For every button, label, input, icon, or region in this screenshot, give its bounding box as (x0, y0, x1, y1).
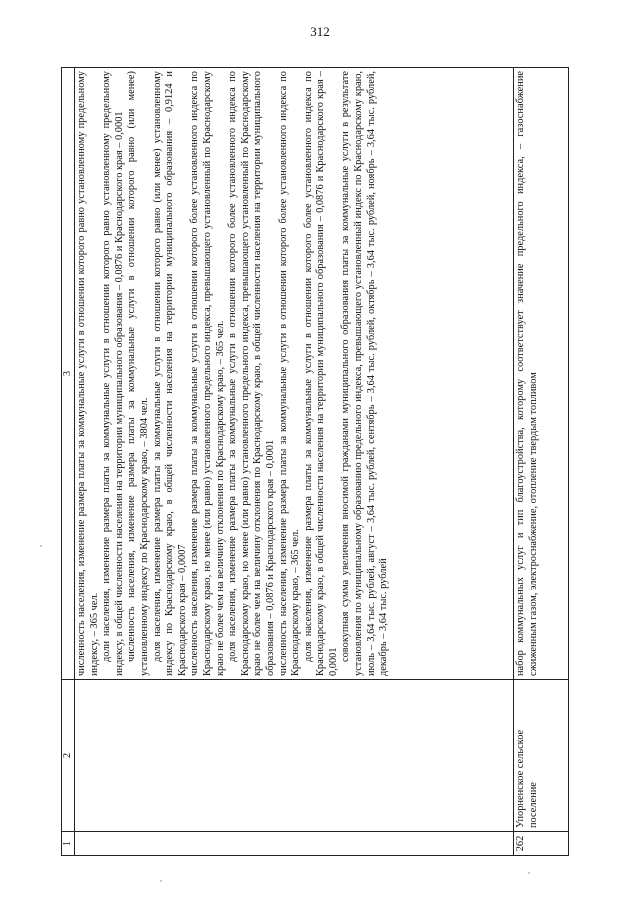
header-col-2: 2 (62, 680, 75, 832)
paragraph: доли населения, изменение размера платы за коммунальные услуги в отношении которого равно установленному предельному индексу, в общей численности населения на территории муниципального образования – 0,0876 и Краснодарского края – 0,0001 (101, 71, 125, 676)
paragraph: численность населения, изменение размера платы за коммунальные услуги в отношении которого равно (или менее) установленному индексу по Краснодарскому краю, – 3804 чел. (126, 71, 150, 676)
scan-speck (528, 872, 530, 874)
paragraph: набор коммунальных услуг и тип благоустройства, которому соответствует значение предельного индекса, – газоснабжение сжиженным газом, электроснабжение, отопление твердым топливом (515, 71, 539, 676)
paragraph: доля населения, изменение размера платы за коммунальные услуги в отношении которого равно (или менее) установленному индексу по Краснодарскому краю, в общей численности населения на территории муниципального образования – 0,9124 и Краснодарского края – 0,0007 (151, 71, 188, 676)
scan-speck (40, 545, 42, 547)
header-col-1: 1 (62, 832, 75, 856)
table-row (75, 68, 514, 856)
paragraph: численность населения, изменение размера платы за коммунальные услуги в отношении которого более установленного индекса по Краснодарскому краю, – 365 чел. (277, 71, 302, 676)
header-col-3: 3 (62, 68, 75, 680)
paragraph: численность населения, изменение размера платы за коммунальные услуги в отношении которого равно установленному предельному индексу, – 365 чел. (76, 71, 100, 676)
scan-speck (160, 880, 162, 882)
data-table (61, 67, 569, 856)
paragraph: доля населения, изменение размера платы за коммунальные услуги в отношении которого более установленного индекса по Краснодарскому краю, но менее (или равно) установленного предельного индекса, превышающего установленный по Краснодарскому краю не более чем на величину отклонения по Краснодарскому краю, в общей численности населения на территории муниципального образования – 0,0876 и Краснодарского края – 0,0001 (227, 71, 276, 676)
row-262-settlement: Упорненское сельское поселение (514, 680, 569, 832)
table-row (514, 68, 569, 856)
paragraph: совокупная сумма увеличения вносимой гражданами муниципального образования платы за коммунальные услуги в результате установления по муниципальному образованию предельного индекса, превышающего установленный индекс по Краснодарскому краю, июль – 3,64 тыс. рублей, август – 3,64 тыс. рублей, сентябрь – 3,64 тыс. рублей, октябрь – 3,64 тыс. рублей, ноябрь – 3,64 тыс. рублей, декабрь – 3,64 тыс. рублей (340, 71, 390, 676)
row-prev-number (75, 832, 514, 856)
rotated-table-wrapper (61, 68, 569, 856)
page-number: 312 (310, 24, 330, 39)
row-262-number: 262 (514, 832, 569, 856)
paragraph: доля населения, изменение размера платы за коммунальные услуги в отношении которого более установленного индекса по Краснодарскому краю, в общей численности населения на территории муниципального образования – 0,0876 и Краснодарского края – 0,0001 (302, 71, 339, 676)
table-header-row (62, 68, 75, 856)
row-262-content (514, 68, 569, 680)
paragraph: численность населения, изменение размера платы за коммунальные услуги в отношении которого более установленного индекса по Краснодарскому краю, но менее (или равно) установленного предельного индекса, превышающего установленный по Краснодарскому краю не более чем на величину отклонения по Краснодарскому краю, – 365 чел. (189, 71, 226, 676)
row-prev-settlement (75, 680, 514, 832)
row-prev-content (75, 68, 514, 680)
